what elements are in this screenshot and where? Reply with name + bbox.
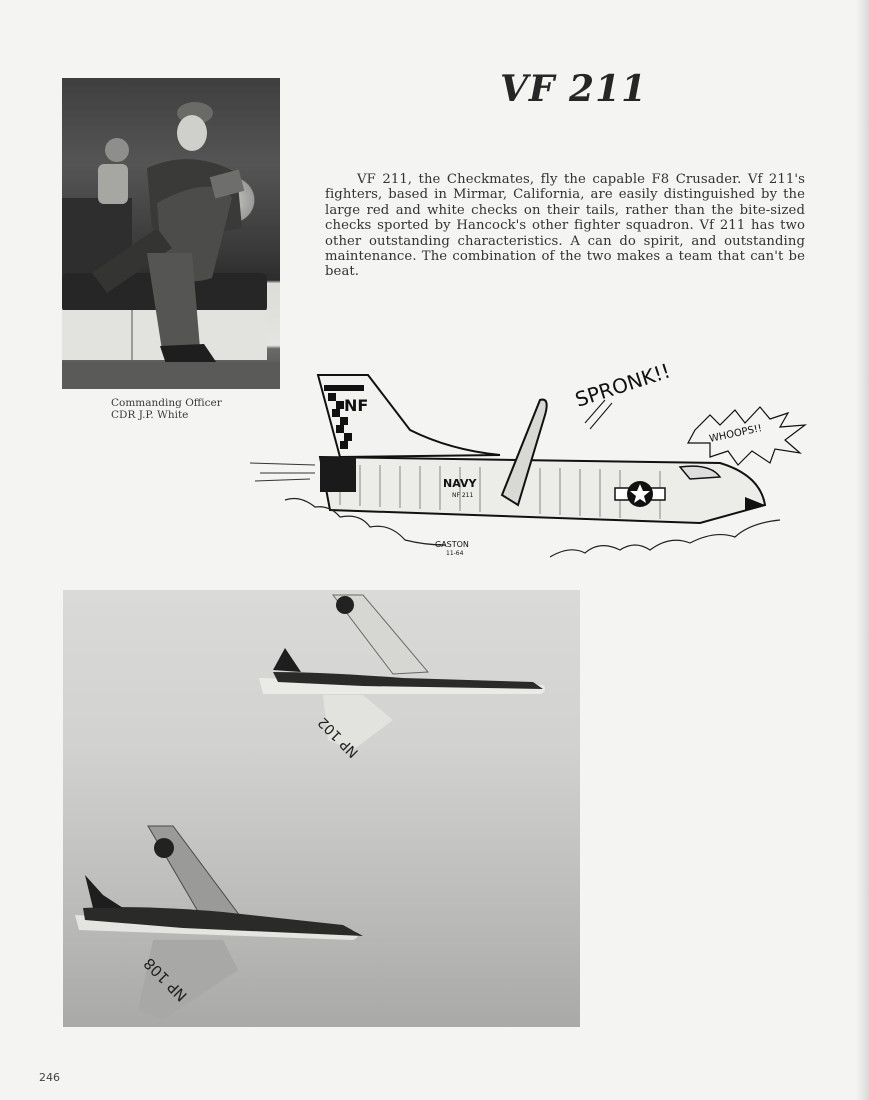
aircraft-np102	[259, 595, 545, 760]
portrait-caption	[111, 397, 222, 421]
speed-lines	[250, 463, 315, 481]
spronk-text: SPRONK!!	[572, 358, 674, 412]
tail-code: NF	[344, 396, 369, 415]
portrait-illustration	[62, 78, 280, 389]
page-number: 246	[39, 1071, 60, 1084]
caption-name: CDR J.P. White	[111, 409, 189, 421]
crusader-formation-photo	[63, 590, 580, 1027]
fuselage-navy-text: NAVY	[443, 477, 477, 490]
officer-face	[177, 115, 207, 151]
aircraft-1-tail	[273, 648, 301, 672]
page-title: VF 211	[500, 68, 648, 110]
squadron-description: VF 211, the Checkmates, fly the capable F8 Crusader. Vf 211's fighters, based in Mirmar, California, are easily distinguished by the large red and white checks on their tails, rather than the bite-sized checks sported by Hancock's other fighter squadron. Vf 211 has two other outstanding characteristics. A can do spirit, and outstanding maintenance. The combination of the two makes a team that can't be beat.	[325, 172, 805, 280]
aircraft-2-marking: NP 108	[140, 954, 191, 1005]
fuselage-id-text: NF 211	[452, 492, 474, 499]
aircraft-2-insignia-icon	[154, 838, 174, 858]
commanding-officer-photo	[62, 78, 280, 389]
caption-title: Commanding Officer	[111, 397, 222, 409]
page-edge	[857, 0, 869, 1100]
crusader-cartoon	[240, 345, 810, 570]
whoops-text: WHOOPS!!	[708, 423, 764, 445]
aircraft-1-insignia-icon	[336, 596, 354, 614]
aircraft-1-marking: NP 102	[315, 713, 362, 761]
background-person-head	[105, 138, 129, 162]
exhaust	[320, 457, 356, 492]
aircraft-2-tail	[85, 875, 123, 908]
artist-date: 11-64	[446, 550, 464, 557]
formation-illustration	[63, 590, 580, 1027]
artist-signature: GASTON	[435, 540, 469, 549]
cloud-right	[550, 520, 780, 557]
aircraft-np108	[75, 826, 363, 1020]
